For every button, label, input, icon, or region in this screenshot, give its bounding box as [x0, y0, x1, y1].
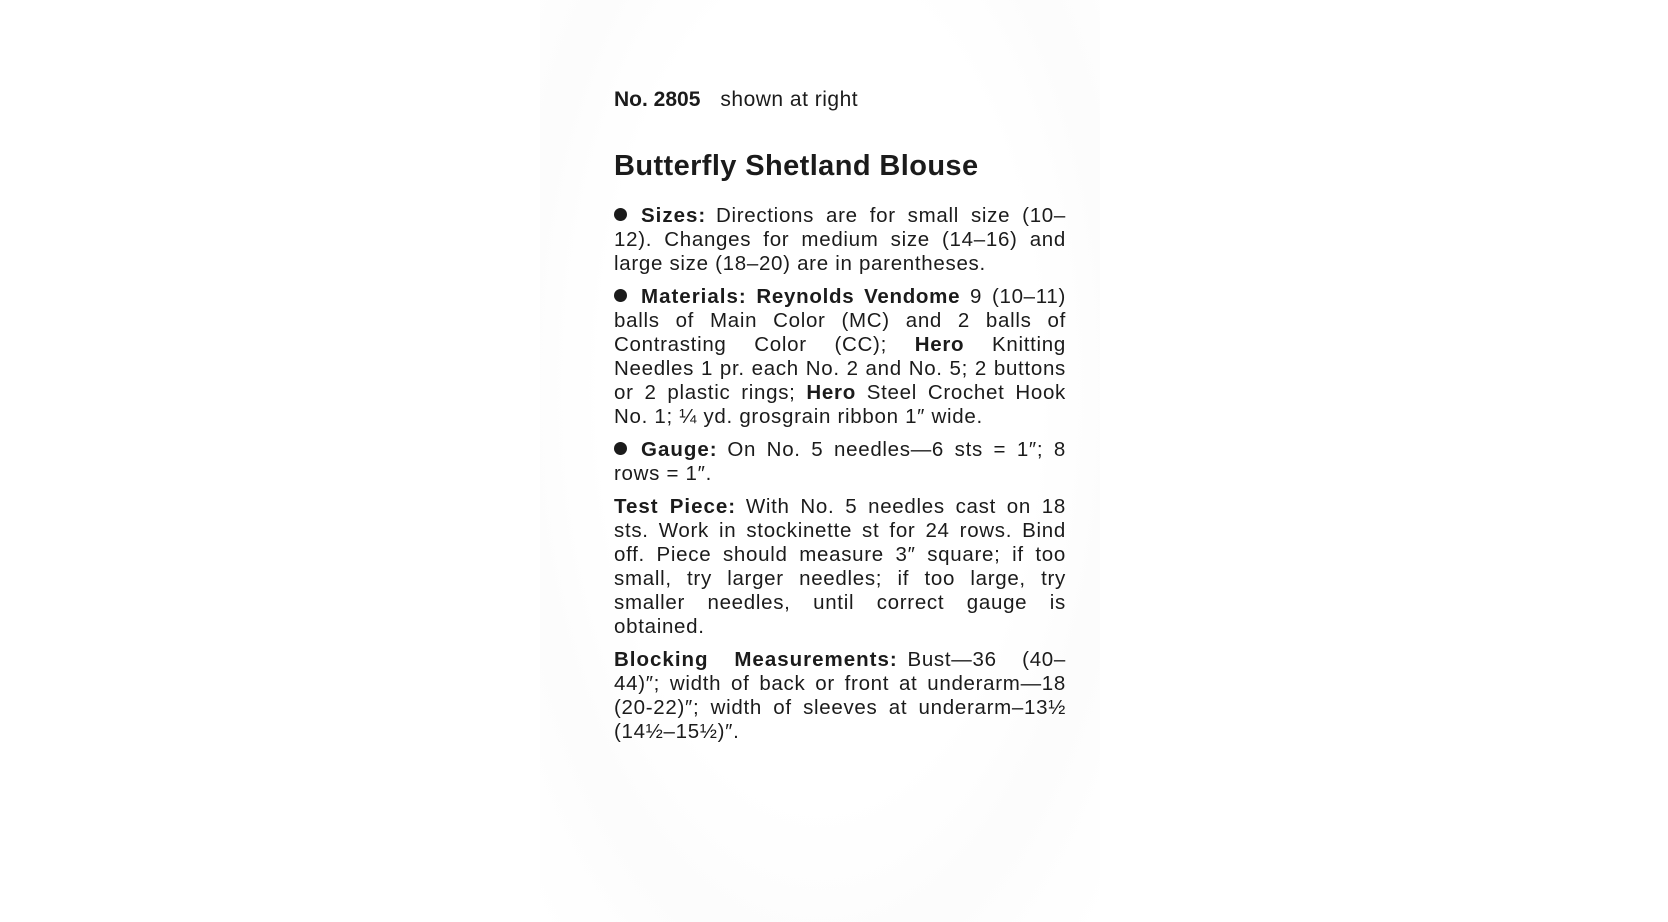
test-piece-label: Test Piece: [614, 495, 729, 518]
pattern-note: shown at right: [720, 88, 859, 111]
blocking-label: Blocking Measurements: [614, 648, 890, 671]
materials-text-1: 9 (10–11) balls of Main Color (MC) and 2 balls of Contrasting Color (CC);: [614, 285, 1066, 356]
materials-brand-yarn: Reynolds Vendome: [756, 285, 961, 308]
materials-text-3: Steel Crochet Hook No. 1; ¼ yd. grosgrain ribbon 1″ wide.: [614, 381, 1066, 428]
materials-label: Materials: [641, 285, 739, 308]
gauge-text: On No. 5 needles—6 sts = 1″; 8 rows = 1″.: [614, 438, 1066, 485]
gauge-label: Gauge: [641, 438, 710, 461]
materials-brand-needles: Hero: [914, 333, 965, 356]
gauge-paragraph: Gauge: On No. 5 needles—6 sts = 1″; 8 rows = 1″.: [614, 438, 1066, 485]
blocking-paragraph: Blocking Measurements: Bust—36 (40–44)″; width of back or front at underarm—18 (20-22)″; width of sleeves at underarm–13½ (14½–15½)″.: [614, 648, 1066, 743]
sizes-text: Directions are for small size (10–12). Changes for medium size (14–16) and large size (18–20) are in parentheses.: [614, 204, 1066, 275]
pattern-number: No. 2805: [614, 88, 701, 111]
pattern-title: Butterfly Shetland Blouse: [614, 150, 979, 182]
materials-paragraph: Materials: Reynolds Vendome 9 (10–11) balls of Main Color (MC) and 2 balls of Contrasting Color (CC); Hero Knitting Needles 1 pr. each No. 2 and No. 5; 2 buttons or 2 plastic rings; Hero Steel Crochet Hook No. 1; ¼ yd. grosgrain ribbon 1″ wide.: [614, 285, 1066, 428]
materials-brand-hook: Hero: [806, 381, 856, 404]
bullet-icon: [614, 208, 627, 221]
blocking-text: Bust—36 (40–44)″; width of back or front at underarm—18 (20-22)″; width of sleeves at underarm–13½ (14½–15½)″.: [614, 648, 1066, 743]
bullet-icon: [614, 289, 627, 302]
pattern-header: [614, 80, 1066, 120]
bullet-icon: [614, 442, 627, 455]
test-piece-text: With No. 5 needles cast on 18 sts. Work in stockinette st for 24 rows. Bind off. Piece should measure 3″ square; if too small, try larger needles; if too large, try smaller needles, until correct gauge is obtained.: [614, 495, 1066, 638]
sizes-label: Sizes: [641, 204, 699, 227]
pattern-text-column: [614, 80, 1066, 744]
test-piece-paragraph: Test Piece: With No. 5 needles cast on 18 sts. Work in stockinette st for 24 rows. Bind off. Piece should measure 3″ square; if too small, try larger needles; if too large, try smaller needles, until correct gauge is obtained.: [614, 495, 1066, 638]
sizes-paragraph: Sizes: Directions are for small size (10–12). Changes for medium size (14–16) and large size (18–20) are in parentheses.: [614, 204, 1066, 275]
materials-text-2: Knitting Needles 1 pr. each No. 2 and No. 5; 2 buttons or 2 plastic rings;: [614, 333, 1066, 404]
